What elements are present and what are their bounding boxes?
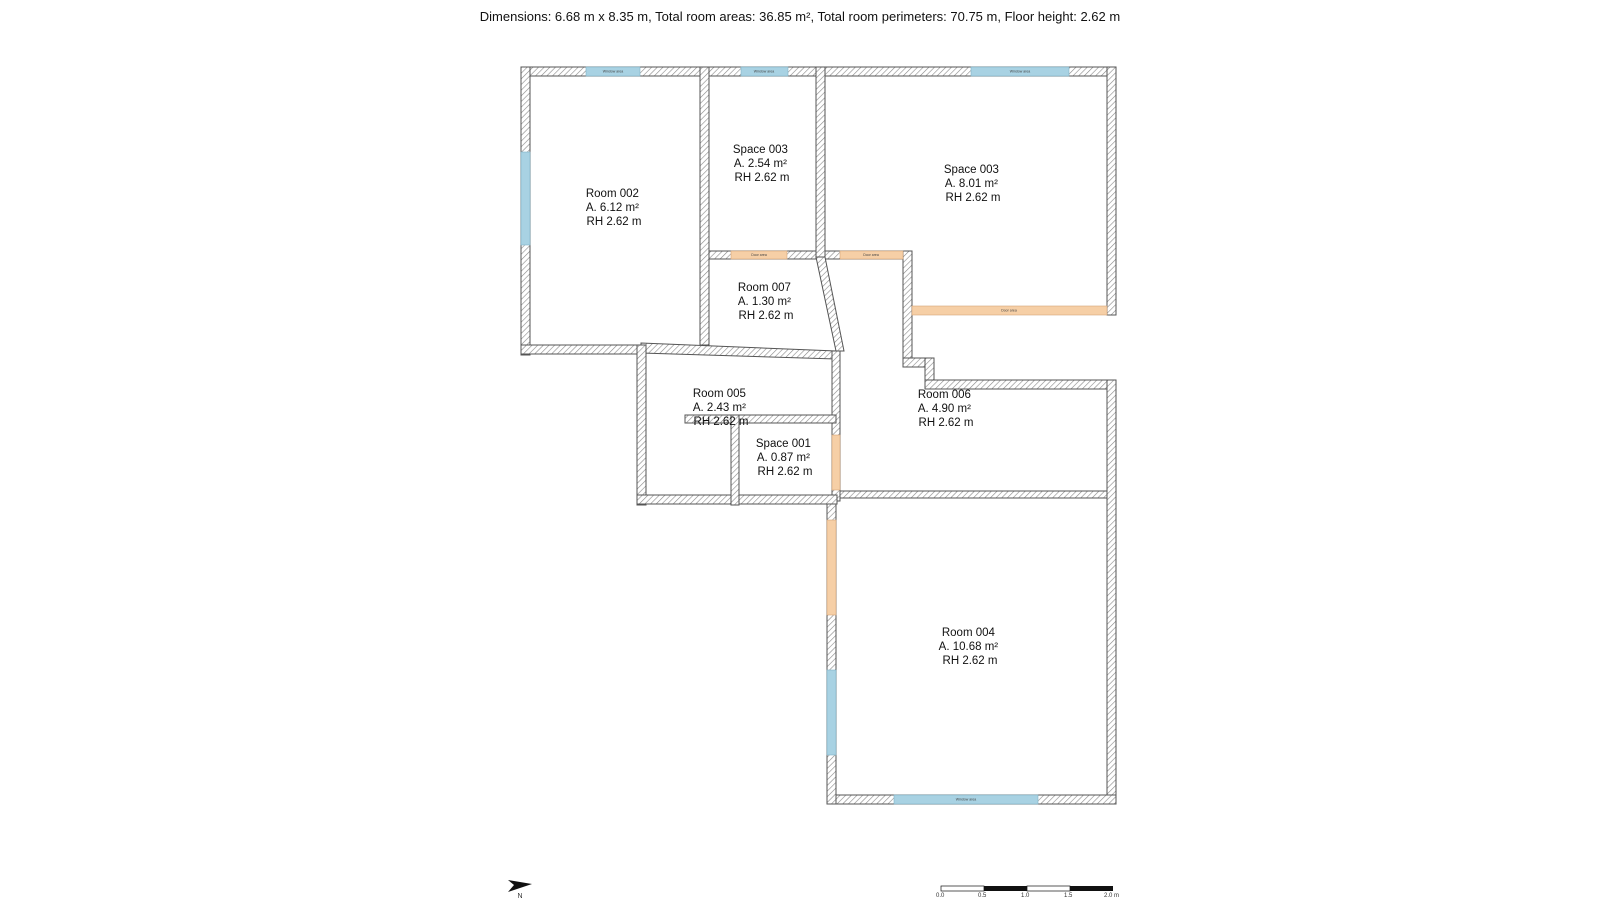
window-left-room-004 xyxy=(827,670,836,755)
window-caption-top-room-002: Window area xyxy=(602,69,624,74)
space-003-small-label xyxy=(733,144,791,184)
room-005-area: A. 2.43 m² xyxy=(692,402,746,414)
plan-summary-header: Dimensions: 6.68 m x 8.35 m, Total room areas: 36.85 m², Total room perimeters: 70.75 m, Floor height: 2.62 m xyxy=(479,9,1121,24)
wall-bottom-room-002 xyxy=(521,345,641,354)
window-caption-bottom-room-004: Window area xyxy=(955,797,977,802)
room-002-label xyxy=(586,188,642,228)
wall-right-lower xyxy=(1107,380,1116,804)
room-007-name: Room 007 xyxy=(737,282,791,294)
room-006-name: Room 006 xyxy=(917,389,971,401)
north-arrow-icon xyxy=(508,880,532,892)
space-003-large-name: Space 003 xyxy=(943,164,999,176)
wall-room-006-room-004 xyxy=(836,491,1107,498)
wall-right-upper xyxy=(1107,67,1116,315)
door-space-001 xyxy=(832,435,840,490)
scale-tick-labels xyxy=(0,893,1600,900)
scale-tick-1: 0.5 xyxy=(978,893,987,899)
window-caption-top-space-003: Window area xyxy=(753,69,775,74)
wall-left-room-005 xyxy=(637,345,646,505)
room-005-name: Room 005 xyxy=(692,388,746,400)
room-002-area: A. 6.12 m² xyxy=(585,202,639,214)
space-001-height: RH 2.62 m xyxy=(757,466,813,478)
room-006-area: A. 4.90 m² xyxy=(917,403,971,415)
space-001-area: A. 0.87 m² xyxy=(756,452,810,464)
room-002-height: RH 2.62 m xyxy=(586,216,642,228)
door-caption-room-006: Door area xyxy=(1001,308,1017,313)
room-004-height: RH 2.62 m xyxy=(942,655,998,667)
wall-room-002-space-003 xyxy=(700,67,709,345)
walls xyxy=(521,67,1116,804)
room-007-height: RH 2.62 m xyxy=(738,310,794,322)
room-005-label xyxy=(693,388,749,428)
room-004-area: A. 10.68 m² xyxy=(938,641,999,653)
room-002-name: Room 002 xyxy=(585,188,639,200)
room-006-height: RH 2.62 m xyxy=(918,417,974,429)
room-005-height: RH 2.62 m xyxy=(693,416,749,428)
wall-room-007-bottom xyxy=(641,343,836,359)
wall-space-003-divider xyxy=(816,67,825,257)
scale-bar xyxy=(941,886,1113,891)
space-003-small-height: RH 2.62 m xyxy=(734,172,790,184)
wall-space-001-left xyxy=(731,415,739,505)
room-007-label xyxy=(738,282,794,322)
wall-room-007-right xyxy=(816,257,844,351)
room-007-area: A. 1.30 m² xyxy=(737,296,791,308)
space-001-label xyxy=(756,438,814,478)
space-003-large-area: A. 8.01 m² xyxy=(944,178,998,190)
space-001-name: Space 001 xyxy=(755,438,811,450)
space-003-large-label xyxy=(944,164,1002,204)
scale-tick-0: 0.0 xyxy=(936,893,945,899)
wall-corridor-right xyxy=(903,251,912,367)
wall-room-006-top xyxy=(925,380,1116,389)
scale-seg-1 xyxy=(941,886,984,891)
scale-seg-2 xyxy=(984,886,1027,891)
door-room-004-left xyxy=(827,520,836,615)
space-003-small-name: Space 003 xyxy=(732,144,788,156)
scale-tick-2: 1.0 xyxy=(1021,893,1030,899)
room-004-label xyxy=(939,627,1002,667)
door-caption-space-003: Door area xyxy=(751,253,767,257)
scale-tick-3: 1.5 xyxy=(1064,893,1073,899)
window-left-room-002 xyxy=(521,152,530,245)
space-003-large-height: RH 2.62 m xyxy=(945,192,1001,204)
scale-tick-4: 2.0 m xyxy=(1104,893,1120,899)
scale-seg-4 xyxy=(1070,886,1113,891)
scale-seg-3 xyxy=(1027,886,1070,891)
room-006-label xyxy=(918,389,974,429)
room-004-name: Room 004 xyxy=(941,627,995,639)
window-caption-top-space-003-large: Window area xyxy=(1009,69,1031,74)
space-003-small-area: A. 2.54 m² xyxy=(733,158,787,170)
door-caption-corridor: Door area xyxy=(863,253,879,257)
north-label: N xyxy=(517,893,523,900)
room-labels xyxy=(586,144,1002,667)
